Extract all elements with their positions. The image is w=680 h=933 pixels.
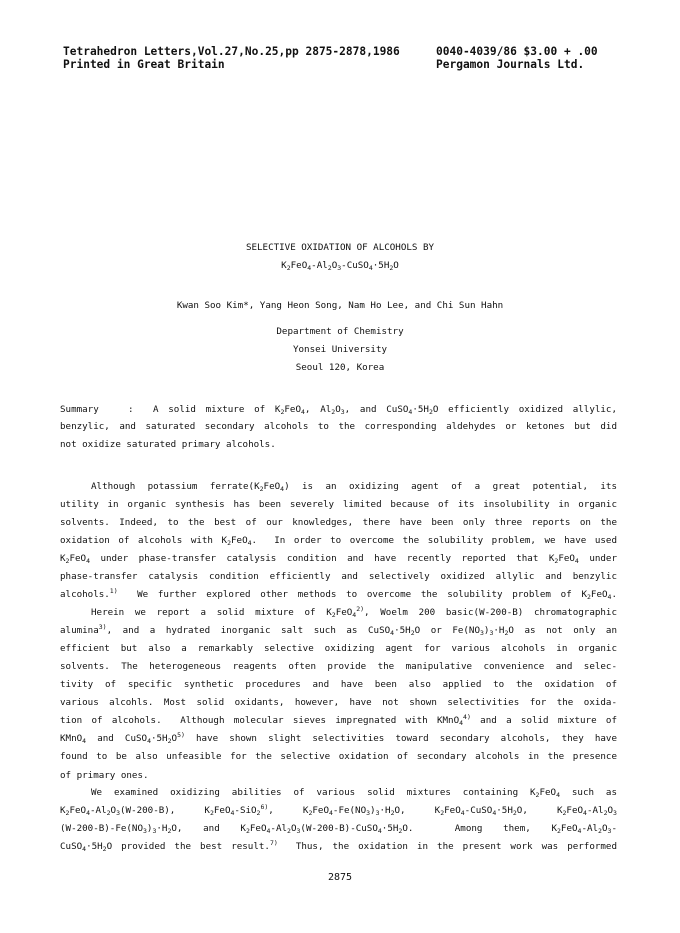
- body-line: alumina$^{3)}$, and a hydrated inorganic salt such as $CuSO_4\cdot 5H_2O$ or $Fe(NO_3)_3\cdot H_2O$ as not only an: [60, 623, 617, 637]
- journal-citation: Tetrahedron Letters,Vol.27,No.25,pp 2875-2878,1986: [63, 45, 400, 58]
- publisher: Pergamon Journals Ltd.: [436, 58, 585, 71]
- body-line: $CuSO_4\cdot 5H_2O$ provided the best result.$^{7)}$ Thus, the oxidation in the present work was performed: [60, 839, 617, 853]
- body-line: KMnO$_4$ and $CuSO_4\cdot 5H_2O^{5)}$ have shown slight selectivities toward secondary alcohols, they have: [60, 731, 617, 745]
- page-number: 2875: [327, 872, 353, 883]
- body-line: of primary ones.: [60, 770, 149, 781]
- department: Department of Chemistry: [276, 326, 404, 337]
- body-line: oxidation of alcohols with $K_2FeO_4$. In order to overcome the solubility problem, we have used: [60, 535, 617, 547]
- issn-price: 0040-4039/86 $3.00 + .00: [436, 45, 598, 58]
- body-line: Although potassium $ferrate(K_2FeO_4)$ is an oxidizing agent of a great potential, its: [91, 481, 617, 493]
- body-line: various alcohls. Most solid oxidants, however, have not shown selectivities for the oxida-: [60, 697, 617, 708]
- body-line: $K_2FeO_4-Al_2O_3(W-200-B)$, $K_2FeO_4-SiO_2^{6)}$, $K_2FeO_4-Fe(NO_3)_3\cdot H_2O$, $K_2FeO_4-CuSO_4\cdot 5H_2O$, $K_2FeO_4-Al_2O_3$: [60, 803, 617, 817]
- authors: Kwan Soo Kim*, Yang Heon Song, Nam Ho Lee, and Chi Sun Hahn: [176, 300, 504, 311]
- university: Yonsei University: [292, 344, 388, 355]
- title-line-1: SELECTIVE OXIDATION OF ALCOHOLS BY: [245, 242, 435, 253]
- body-line: solvents. The heterogeneous reagents often provide the manipulative convenience and selec-: [60, 661, 617, 672]
- body-line: phase-transfer catalysis condition efficiently and selectively oxidized allylic and benzylic: [60, 571, 617, 582]
- summary-line: benzylic, and saturated secondary alcohols to the corresponding aldehydes or ketones but did: [60, 421, 617, 432]
- body-line: tion of alcohols. Although molecular sieves impregnated with KMnO$_4^{4)}$ and a solid mixture of: [60, 713, 617, 727]
- body-line: We examined oxidizing abilities of various solid mixtures containing $K_2FeO_4$ such as: [91, 787, 617, 799]
- body-line: $K_2FeO_4$ under phase-transfer catalysis condition and have recently reported that $K_2FeO_4$ under: [60, 553, 617, 565]
- body-line: efficient but also a remarkably selective oxidizing agent for various alcohols in organic: [60, 643, 617, 654]
- body-line: alcohols.$^{1)}$ We further explored other methods to overcome the solubility problem of $K_2FeO_4$.: [60, 587, 617, 601]
- body-line: utility in organic synthesis has been severely limited because of its insolubility in organic: [60, 499, 617, 510]
- city: Seoul 120, Korea: [295, 362, 385, 373]
- summary-line: not oxidize saturated primary alcohols.: [60, 439, 276, 450]
- body-line: Herein we report a solid mixture of $K_2FeO_4^{2)}$, Woelm 200 basic(W-200-B) chromatographic: [91, 605, 617, 619]
- body-line: found to be also unfeasible for the selective oxidation of secondary alcohols in the presence: [60, 751, 617, 762]
- body-line: tivity of specific synthetic procedures and have been also applied to the oxidation of: [60, 679, 617, 690]
- printed-in: Printed in Great Britain: [63, 58, 225, 71]
- summary-line: Summary : A solid mixture of $K_2FeO_4$, $Al_2O_3$, and $CuSO_4\cdot 5H_2O$ efficiently oxidized allylic,: [60, 404, 617, 416]
- body-line: $(W-200-B)-Fe(NO_3)_3\cdot H_2O$, and $K_2FeO_4-Al_2O_3(W-200-B)-CuSO_4\cdot 5H_2O$. Among them, $K_2FeO_4-Al_2O_3-$: [60, 823, 617, 835]
- body-line: solvents. Indeed, to the best of our knowledges, there have been only three reports on the: [60, 517, 617, 528]
- title-line-2: $K_2FeO_4-Al_2O_3-CuSO_4\cdot 5H_2O$: [281, 260, 399, 272]
